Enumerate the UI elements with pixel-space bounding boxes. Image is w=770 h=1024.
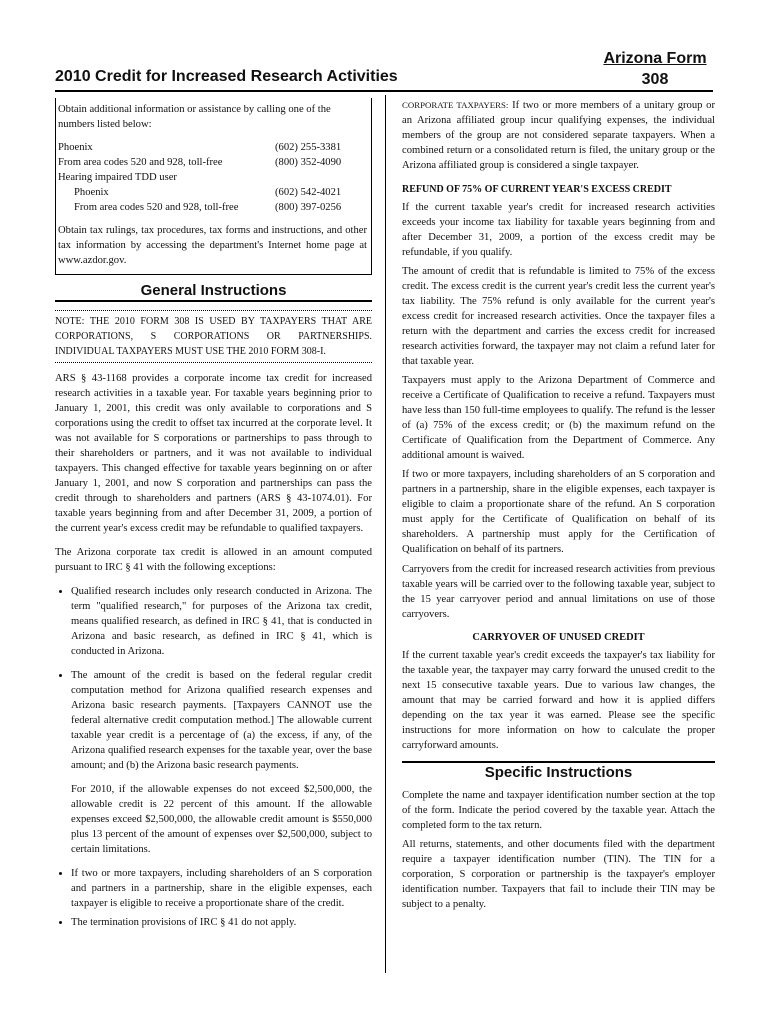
- form-number-line1: Arizona Form: [603, 50, 707, 67]
- contact-number: (800) 397-0256: [275, 202, 342, 213]
- contact-label: From area codes 520 and 928, toll-free: [74, 202, 239, 213]
- specific-paragraph: Complete the name and taxpayer identification number section at the top of the form. Indicate the period covered by the taxable year. Attach the completed form to the tax return.: [402, 790, 715, 831]
- general-paragraph: ARS § 43-1168 provides a corporate income tax credit for increased research activities in a taxable year. For taxable years beginning prior to January 1, 2001, this credit was only available to corporations and S corporations using the credit to offset tax incurred at the corporate level. It was not available for S corporations or partnerships to pass through to their shareholders or partners, and it was not available to individual taxpayers. This changed effective for taxable years beginning on or after January 1, 2001, and now S corporation and partnerships can pass the credit through to shareholders and partners (ARS § 43-1074.01). For taxable years beginning from and after December 31, 2009, a portion of the current year's excess credit may be refundable to qualified taxpayers.: [55, 373, 372, 534]
- form-number-line2: 308: [641, 71, 669, 88]
- refund-paragraph: Taxpayers must apply to the Arizona Department of Commerce and receive a Certificate of Qualification to receive a refund. Taxpayers must have less than 150 full-time employees to qualify. The refund is the lesser of (a) 75% of the excess credit; or (b) the maximum refund on the Certificate of Qualification from the Department of Commerce. Any additional amount is waived.: [402, 375, 715, 461]
- contact-label: Phoenix: [58, 142, 93, 153]
- contact-label: Phoenix: [74, 187, 109, 198]
- refund-heading: REFUND OF 75% OF CURRENT YEAR'S EXCESS CREDIT: [402, 184, 672, 195]
- contact-label: Hearing impaired TDD user: [58, 172, 177, 183]
- contact-row: [58, 170, 367, 185]
- list-item: [71, 668, 372, 857]
- form-number: [590, 48, 720, 90]
- list-item: • The termination provisions of IRC § 41 do not apply.: [71, 915, 372, 930]
- column-divider: [385, 95, 386, 973]
- contact-row: [58, 140, 367, 155]
- contact-row: [58, 200, 367, 215]
- right-column: [402, 98, 715, 921]
- form-title: 2010 Credit for Increased Research Activities: [55, 68, 398, 85]
- header-rule: [55, 90, 713, 92]
- list-item-text: For 2010, if the allowable expenses do not exceed $2,500,000, the allowable credit is 22 percent of this amount. If the allowable expenses exceed $2,500,000, the allowable credit amount is $550,000 plus 13 percent of the amount of expenses over $2,500,000, subject to certain limitations.: [71, 784, 372, 855]
- contact-intro: Obtain additional information or assistance by calling one of the numbers listed below:: [58, 104, 331, 130]
- refund-paragraph: The amount of credit that is refundable is limited to 75% of the excess credit. The excess credit is the current year's credit less the current year's tax liability. The 75% refund is only available for the current year's excess credit for increased research activities. Once the taxpayer files a return with the department and carries the excess credit for increased research activities forward, the taxpayer may not claim a refund later for that taxable year.: [402, 266, 715, 367]
- carryover-paragraph: If the current taxable year's credit exceeds the taxpayer's tax liability for the taxable year, the taxpayer may carry forward the unused credit to the next 15 consecutive taxable years. Due to various law changes, the amount that may be carried forward and how it is applied differs depending on the tax year it was earned. Please see the specific instructions for more information on how to calculate the proper carryforward amounts.: [402, 650, 715, 751]
- list-item: • If two or more taxpayers, including shareholders of an S corporation and partners in a partnership, share in the eligible expenses, each taxpayer is eligible to receive a proportionate share of the credit.: [71, 866, 372, 911]
- contact-outro: Obtain tax rulings, tax procedures, tax forms and instructions, and other tax information by accessing the department's Internet home page at www.azdor.gov.: [58, 225, 367, 266]
- contact-number: (602) 255-3381: [275, 142, 342, 153]
- exceptions-list: [55, 584, 372, 930]
- list-item: • Qualified research includes only research conducted in Arizona. The term "qualified research," for purposes of the Arizona tax credit, means qualified research, as defined in IRC § 41, that is conducted in Arizona and basic research, as defined in IRC § 41, which is conducted in Arizona.: [71, 584, 372, 659]
- corporate-taxpayers-text: If two or more members of a unitary group or an Arizona affiliated group incur qualifying expenses, the individual members of the group are not considered separate taxpayers. When a combined return or a consolidated return is filed, the unitary group or the Arizona affiliated group is considered a single taxpayer.: [402, 100, 715, 171]
- contact-row: [58, 185, 367, 200]
- contact-row: [58, 155, 367, 170]
- refund-paragraph: If the current taxable year's credit for increased research activities exceeds your income tax liability for taxable years beginning from and after December 31, 2009, a portion of the excess credit may be refundable, if you qualify.: [402, 202, 715, 258]
- contact-number: (602) 542-4021: [275, 187, 342, 198]
- corporate-taxpayers-paragraph: [402, 98, 715, 173]
- note-box: NOTE: THE 2010 FORM 308 IS USED BY TAXPAYERS THAT ARE CORPORATIONS, S CORPORATIONS OR PARTNERSHIPS. INDIVIDUAL TAXPAYERS MUST USE THE 2010 FORM 308-I.: [55, 310, 372, 363]
- list-item-text: • The amount of the credit is based on the federal regular credit computation method for Arizona qualified research expenses and Arizona basic research payments. [Taxpayers CANNOT use the federal alternative credit computation method.] The allowable current taxable year credit is a percentage of (a) the excess, if any, of the Arizona qualified research expenses for the taxable year, over the base amount; and (b) the Arizona basic research payments.: [71, 670, 372, 771]
- carryover-paragraph: Carryovers from the credit for increased research activities from previous taxable years will be carried over to the following taxable year, subject to the 15 year carryover period and annual limitations on use of those carryovers.: [402, 564, 715, 620]
- left-column: [55, 98, 372, 939]
- general-paragraph: The Arizona corporate tax credit is allowed in an amount computed pursuant to IRC § 41 with the following exceptions:: [55, 547, 372, 573]
- refund-paragraph: If two or more taxpayers, including shareholders of an S corporation and partners in a partnership, share in the eligible expenses, each taxpayer is eligible to claim a proportionate share of the refund. An S corporation must apply for the Certificate of Qualification on behalf of its shareholders. A partnership must apply for the Certification of Qualification on behalf of its partners.: [402, 469, 715, 555]
- specific-paragraph: All returns, statements, and other documents filed with the department require a taxpayer identification number (TIN). The TIN for a corporation, S corporation or partnership is the taxpayer's employer identification number. Taxpayers that fail to include their TIN may be subject to a penalty.: [402, 839, 715, 910]
- contact-label: From area codes 520 and 928, toll-free: [58, 157, 223, 168]
- specific-instructions-heading: Specific Instructions: [402, 761, 715, 782]
- corporate-taxpayers-lead: CORPORATE TAXPAYERS:: [402, 100, 509, 110]
- contact-number: [275, 170, 367, 185]
- contact-number: (800) 352-4090: [275, 157, 342, 168]
- contact-box: [55, 98, 372, 275]
- carryover-heading: CARRYOVER OF UNUSED CREDIT: [472, 632, 645, 643]
- general-instructions-heading: General Instructions: [55, 283, 372, 302]
